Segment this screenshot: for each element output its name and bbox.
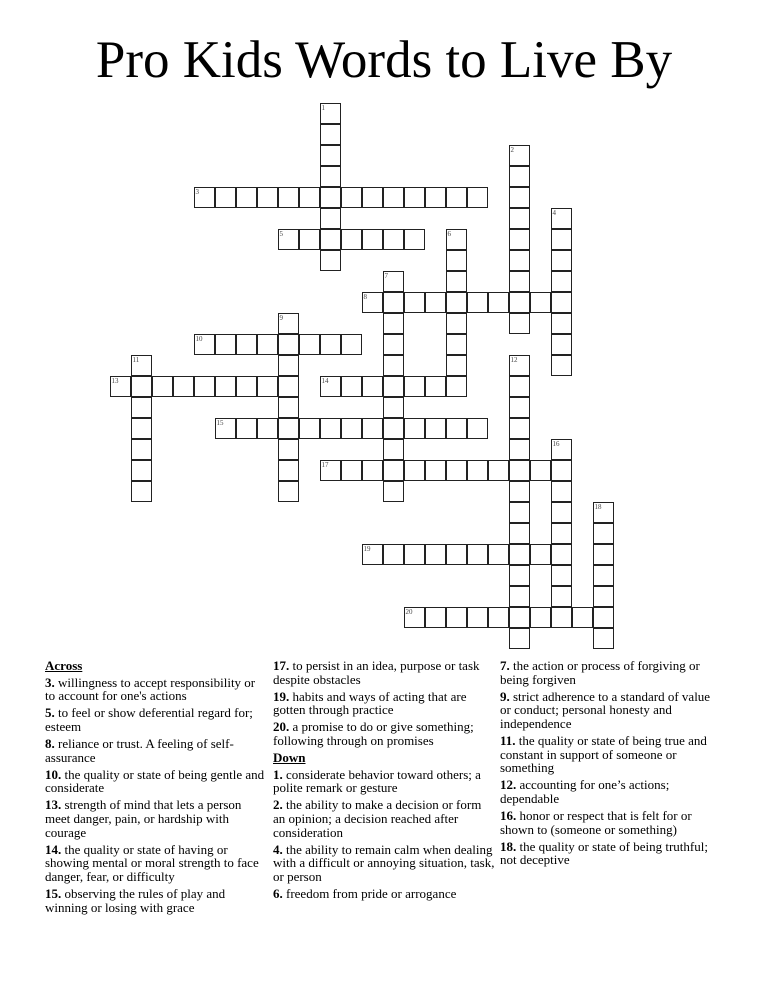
grid-cell[interactable] <box>215 376 236 397</box>
clue-item <box>45 706 267 733</box>
grid-cell[interactable] <box>383 313 404 334</box>
grid-cell[interactable] <box>530 292 551 313</box>
grid-cell[interactable] <box>320 418 341 439</box>
grid-cell[interactable] <box>299 229 320 250</box>
clue-item <box>45 798 267 839</box>
clue-item <box>500 659 722 686</box>
grid-cell[interactable] <box>551 523 572 544</box>
grid-cell[interactable] <box>341 229 362 250</box>
cell-number: 13 <box>111 376 119 385</box>
clue-number: 9. <box>500 688 510 704</box>
grid-cell[interactable] <box>572 607 593 628</box>
grid-cell[interactable] <box>446 229 467 250</box>
grid-cell[interactable] <box>278 355 299 376</box>
grid-cell[interactable] <box>488 544 509 565</box>
cell-number: 1 <box>321 103 325 112</box>
clue-text: to feel or show deferential regard for; esteem <box>45 705 253 734</box>
clue-item <box>45 843 267 884</box>
grid-cell[interactable] <box>362 544 383 565</box>
grid-cell[interactable] <box>278 187 299 208</box>
grid-cell[interactable] <box>467 544 488 565</box>
grid-cell[interactable] <box>215 334 236 355</box>
grid-cell[interactable] <box>446 250 467 271</box>
grid-cell[interactable] <box>446 313 467 334</box>
clue-text: willingness to accept responsibility or to account for one's actions <box>45 674 256 704</box>
grid-cell[interactable] <box>593 523 614 544</box>
clue-number: 2. <box>273 797 283 813</box>
grid-cell[interactable] <box>362 187 383 208</box>
grid-cell[interactable] <box>425 376 446 397</box>
clue-number: 7. <box>500 658 510 673</box>
cell-number: 18 <box>594 502 602 511</box>
grid-cell[interactable] <box>593 544 614 565</box>
grid-cell[interactable] <box>446 376 467 397</box>
grid-cell[interactable] <box>236 334 257 355</box>
grid-cell[interactable] <box>551 586 572 607</box>
clue-number: 6. <box>273 885 283 901</box>
clue-number: 16. <box>500 807 517 823</box>
grid-cell[interactable] <box>257 418 278 439</box>
grid-cell[interactable] <box>362 229 383 250</box>
grid-cell[interactable] <box>278 481 299 502</box>
grid-cell[interactable] <box>509 565 530 586</box>
grid-cell[interactable] <box>509 292 530 313</box>
clue-number: 15. <box>45 885 62 901</box>
grid-cell[interactable] <box>236 187 257 208</box>
clue-text: habits and ways of acting that are gotten through practice <box>273 688 467 718</box>
grid-cell[interactable] <box>509 229 530 250</box>
grid-cell[interactable] <box>446 544 467 565</box>
grid-cell[interactable] <box>467 460 488 481</box>
clue-number: 19. <box>273 688 290 704</box>
clue-item <box>45 676 267 703</box>
grid-cell[interactable] <box>425 544 446 565</box>
grid-cell[interactable] <box>131 397 152 418</box>
grid-cell[interactable] <box>509 271 530 292</box>
cell-number: 12 <box>510 355 518 364</box>
grid-cell[interactable] <box>152 376 173 397</box>
grid-cell[interactable] <box>551 502 572 523</box>
clue-item <box>45 737 267 764</box>
grid-cell[interactable] <box>551 292 572 313</box>
grid-cell[interactable] <box>131 418 152 439</box>
cell-number: 14 <box>321 376 329 385</box>
grid-cell[interactable] <box>551 565 572 586</box>
grid-cell[interactable] <box>425 418 446 439</box>
grid-cell[interactable] <box>236 418 257 439</box>
clue-text: strict adherence to a standard of value or conduct; personal honesty and independence <box>500 688 711 731</box>
grid-cell[interactable] <box>425 460 446 481</box>
clue-item <box>273 768 495 795</box>
cell-number: 17 <box>321 460 329 469</box>
clue-text: the quality or state of being gentle and considerate <box>45 766 265 796</box>
clue-text: honor or respect that is felt for or shown to (someone or something) <box>500 807 692 837</box>
grid-cell[interactable] <box>257 376 278 397</box>
clue-text: the quality or state of being truthful; not deceptive <box>500 838 708 868</box>
cell-number: 7 <box>384 271 388 280</box>
grid-cell[interactable] <box>425 187 446 208</box>
grid-cell[interactable] <box>551 229 572 250</box>
cell-number: 9 <box>279 313 283 322</box>
grid-cell[interactable] <box>194 334 215 355</box>
clue-item <box>273 720 495 747</box>
grid-cell[interactable] <box>320 124 341 145</box>
clue-text: the ability to remain calm when dealing with a difficult or annoying situation, task, or person <box>273 841 495 884</box>
clue-item <box>500 690 722 731</box>
clue-text: observing the rules of play and winning or losing with grace <box>45 885 226 915</box>
grid-cell[interactable] <box>593 607 614 628</box>
grid-cell[interactable] <box>488 460 509 481</box>
clue-number: 20. <box>273 719 290 735</box>
grid-cell[interactable] <box>467 418 488 439</box>
cell-number: 8 <box>363 292 367 301</box>
grid-cell[interactable] <box>509 187 530 208</box>
grid-cell[interactable] <box>509 397 530 418</box>
cell-number: 2 <box>510 145 514 154</box>
cell-number: 20 <box>405 607 413 616</box>
grid-cell[interactable] <box>509 607 530 628</box>
grid-cell[interactable] <box>194 376 215 397</box>
grid-cell[interactable] <box>593 565 614 586</box>
grid-cell[interactable] <box>299 418 320 439</box>
grid-cell[interactable] <box>509 439 530 460</box>
grid-cell[interactable] <box>383 187 404 208</box>
grid-cell[interactable] <box>509 628 530 649</box>
grid-cell[interactable] <box>320 229 341 250</box>
clue-item <box>500 840 722 867</box>
grid-cell[interactable] <box>278 439 299 460</box>
grid-cell[interactable] <box>551 544 572 565</box>
grid-cell[interactable] <box>530 607 551 628</box>
grid-cell[interactable] <box>341 187 362 208</box>
grid-cell[interactable] <box>383 544 404 565</box>
clue-number: 8. <box>45 735 55 751</box>
clue-text: considerate behavior toward others; a polite remark or gesture <box>273 766 481 796</box>
clue-text: to persist in an idea, purpose or task despite obstacles <box>273 658 480 687</box>
grid-cell[interactable] <box>320 376 341 397</box>
page-title: Pro Kids Words to Live By <box>95 31 673 89</box>
grid-cell[interactable] <box>320 250 341 271</box>
grid-cell[interactable] <box>509 544 530 565</box>
clue-text: reliance or trust. A feeling of self-assurance <box>45 735 234 765</box>
grid-cell[interactable] <box>404 460 425 481</box>
grid-cell[interactable] <box>404 229 425 250</box>
grid-cell[interactable] <box>551 481 572 502</box>
grid-cell[interactable] <box>446 460 467 481</box>
grid-cell[interactable] <box>299 334 320 355</box>
grid-cell[interactable] <box>320 103 341 124</box>
clue-item <box>273 887 495 901</box>
grid-cell[interactable] <box>278 376 299 397</box>
clue-item <box>273 843 495 884</box>
grid-cell[interactable] <box>509 418 530 439</box>
grid-cell[interactable] <box>131 460 152 481</box>
grid-cell[interactable] <box>488 292 509 313</box>
clue-number: 13. <box>45 797 62 813</box>
cell-number: 10 <box>195 334 203 343</box>
grid-cell[interactable] <box>320 208 341 229</box>
grid-cell[interactable] <box>446 271 467 292</box>
grid-cell[interactable] <box>383 481 404 502</box>
grid-cell[interactable] <box>320 460 341 481</box>
clue-text: the quality or state of being true and constant in support of someone or something <box>500 732 707 776</box>
grid-cell[interactable] <box>215 187 236 208</box>
grid-cell[interactable] <box>341 376 362 397</box>
clue-item <box>273 798 495 839</box>
grid-cell[interactable] <box>278 418 299 439</box>
clue-number: 4. <box>273 841 283 857</box>
grid-cell[interactable] <box>320 145 341 166</box>
grid-cell[interactable] <box>425 607 446 628</box>
grid-cell[interactable] <box>551 439 572 460</box>
grid-cell[interactable] <box>131 439 152 460</box>
grid-cell[interactable] <box>446 292 467 313</box>
grid-cell[interactable] <box>383 355 404 376</box>
grid-cell[interactable] <box>299 187 320 208</box>
grid-cell[interactable] <box>131 376 152 397</box>
grid-cell[interactable] <box>509 355 530 376</box>
grid-cell[interactable] <box>383 418 404 439</box>
cell-number: 3 <box>195 187 199 196</box>
grid-cell[interactable] <box>446 334 467 355</box>
grid-cell[interactable] <box>551 460 572 481</box>
clue-item <box>500 778 722 805</box>
clue-item <box>500 734 722 775</box>
clue-item <box>273 690 495 717</box>
grid-cell[interactable] <box>215 418 236 439</box>
grid-cell[interactable] <box>131 355 152 376</box>
clue-text: strength of mind that lets a person meet danger, pain, or hardship with courage <box>45 797 242 840</box>
grid-cell[interactable] <box>194 187 215 208</box>
down-heading: Down <box>273 750 306 766</box>
grid-cell[interactable] <box>446 607 467 628</box>
grid-cell[interactable] <box>509 313 530 334</box>
grid-cell[interactable] <box>467 607 488 628</box>
clue-text: a promise to do or give something; following through on promises <box>273 719 474 748</box>
clue-column-1 <box>45 659 267 918</box>
cell-number: 16 <box>552 439 560 448</box>
grid-cell[interactable] <box>467 292 488 313</box>
cell-number: 5 <box>279 229 283 238</box>
cell-number: 19 <box>363 544 371 553</box>
grid-cell[interactable] <box>173 376 194 397</box>
cell-number: 6 <box>447 229 451 238</box>
cell-number: 4 <box>552 208 556 217</box>
clue-text: the action or process of forgiving or being forgiven <box>500 658 700 687</box>
clue-text: the quality or state of having or showing mental or moral strength to face danger, fear, or difficulty <box>45 841 259 884</box>
grid-cell[interactable] <box>509 481 530 502</box>
grid-cell[interactable] <box>383 460 404 481</box>
crossword-grid <box>110 103 630 663</box>
clue-number: 1. <box>273 766 283 782</box>
grid-cell[interactable] <box>257 187 278 208</box>
cell-number: 11 <box>132 355 140 364</box>
clue-number: 14. <box>45 841 62 857</box>
grid-cell[interactable] <box>341 418 362 439</box>
clue-item <box>45 887 267 914</box>
grid-cell[interactable] <box>551 250 572 271</box>
clue-number: 17. <box>273 658 290 673</box>
grid-cell[interactable] <box>509 250 530 271</box>
grid-cell[interactable] <box>551 208 572 229</box>
clue-text: accounting for one’s actions; dependable <box>500 777 670 806</box>
grid-cell[interactable] <box>488 607 509 628</box>
grid-cell[interactable] <box>530 544 551 565</box>
grid-cell[interactable] <box>278 397 299 418</box>
clue-number: 11. <box>500 732 516 748</box>
clue-text: the ability to make a decision or form an opinion; a decision reached after consideration <box>273 797 482 840</box>
cell-number: 15 <box>216 418 224 427</box>
grid-cell[interactable] <box>362 418 383 439</box>
grid-cell[interactable] <box>404 418 425 439</box>
across-heading: Across <box>45 658 83 673</box>
grid-cell[interactable] <box>551 355 572 376</box>
grid-cell[interactable] <box>551 271 572 292</box>
grid-cell[interactable] <box>362 460 383 481</box>
grid-cell[interactable] <box>446 355 467 376</box>
grid-cell[interactable] <box>383 439 404 460</box>
clue-item <box>45 768 267 795</box>
grid-cell[interactable] <box>383 292 404 313</box>
grid-cell[interactable] <box>509 523 530 544</box>
grid-cell[interactable] <box>404 607 425 628</box>
grid-cell[interactable] <box>509 460 530 481</box>
grid-cell[interactable] <box>509 145 530 166</box>
clue-number: 12. <box>500 777 517 793</box>
clue-number: 3. <box>45 674 55 690</box>
grid-cell[interactable] <box>341 334 362 355</box>
grid-cell[interactable] <box>467 187 488 208</box>
grid-cell[interactable] <box>530 460 551 481</box>
grid-cell[interactable] <box>551 313 572 334</box>
grid-cell[interactable] <box>278 334 299 355</box>
grid-cell[interactable] <box>362 376 383 397</box>
grid-cell[interactable] <box>341 460 362 481</box>
grid-cell[interactable] <box>404 544 425 565</box>
grid-cell[interactable] <box>278 460 299 481</box>
grid-cell[interactable] <box>383 229 404 250</box>
grid-cell[interactable] <box>320 166 341 187</box>
grid-cell[interactable] <box>551 607 572 628</box>
clue-text: freedom from pride or arrogance <box>282 885 457 901</box>
grid-cell[interactable] <box>278 229 299 250</box>
grid-cell[interactable] <box>509 376 530 397</box>
grid-cell[interactable] <box>320 187 341 208</box>
grid-cell[interactable] <box>383 271 404 292</box>
grid-cell[interactable] <box>404 187 425 208</box>
grid-cell[interactable] <box>509 208 530 229</box>
grid-cell[interactable] <box>383 376 404 397</box>
grid-cell[interactable] <box>446 418 467 439</box>
grid-cell[interactable] <box>278 313 299 334</box>
grid-cell[interactable] <box>404 292 425 313</box>
grid-cell[interactable] <box>593 502 614 523</box>
grid-cell[interactable] <box>509 502 530 523</box>
grid-cell[interactable] <box>236 376 257 397</box>
grid-cell[interactable] <box>509 166 530 187</box>
grid-cell[interactable] <box>425 292 446 313</box>
grid-cell[interactable] <box>257 334 278 355</box>
clue-column-3 <box>500 659 722 870</box>
clue-number: 5. <box>45 705 55 721</box>
clue-number: 10. <box>45 766 62 782</box>
grid-cell[interactable] <box>320 334 341 355</box>
clue-number: 18. <box>500 838 517 854</box>
clue-item <box>500 809 722 836</box>
grid-cell[interactable] <box>404 376 425 397</box>
clue-column-2 <box>273 659 495 904</box>
grid-cell[interactable] <box>383 334 404 355</box>
grid-cell[interactable] <box>383 397 404 418</box>
grid-cell[interactable] <box>551 334 572 355</box>
grid-cell[interactable] <box>593 586 614 607</box>
clue-item <box>273 659 495 686</box>
grid-cell[interactable] <box>362 292 383 313</box>
grid-cell[interactable] <box>593 628 614 649</box>
grid-cell[interactable] <box>446 187 467 208</box>
grid-cell[interactable] <box>509 586 530 607</box>
grid-cell[interactable] <box>110 376 131 397</box>
grid-cell[interactable] <box>131 481 152 502</box>
